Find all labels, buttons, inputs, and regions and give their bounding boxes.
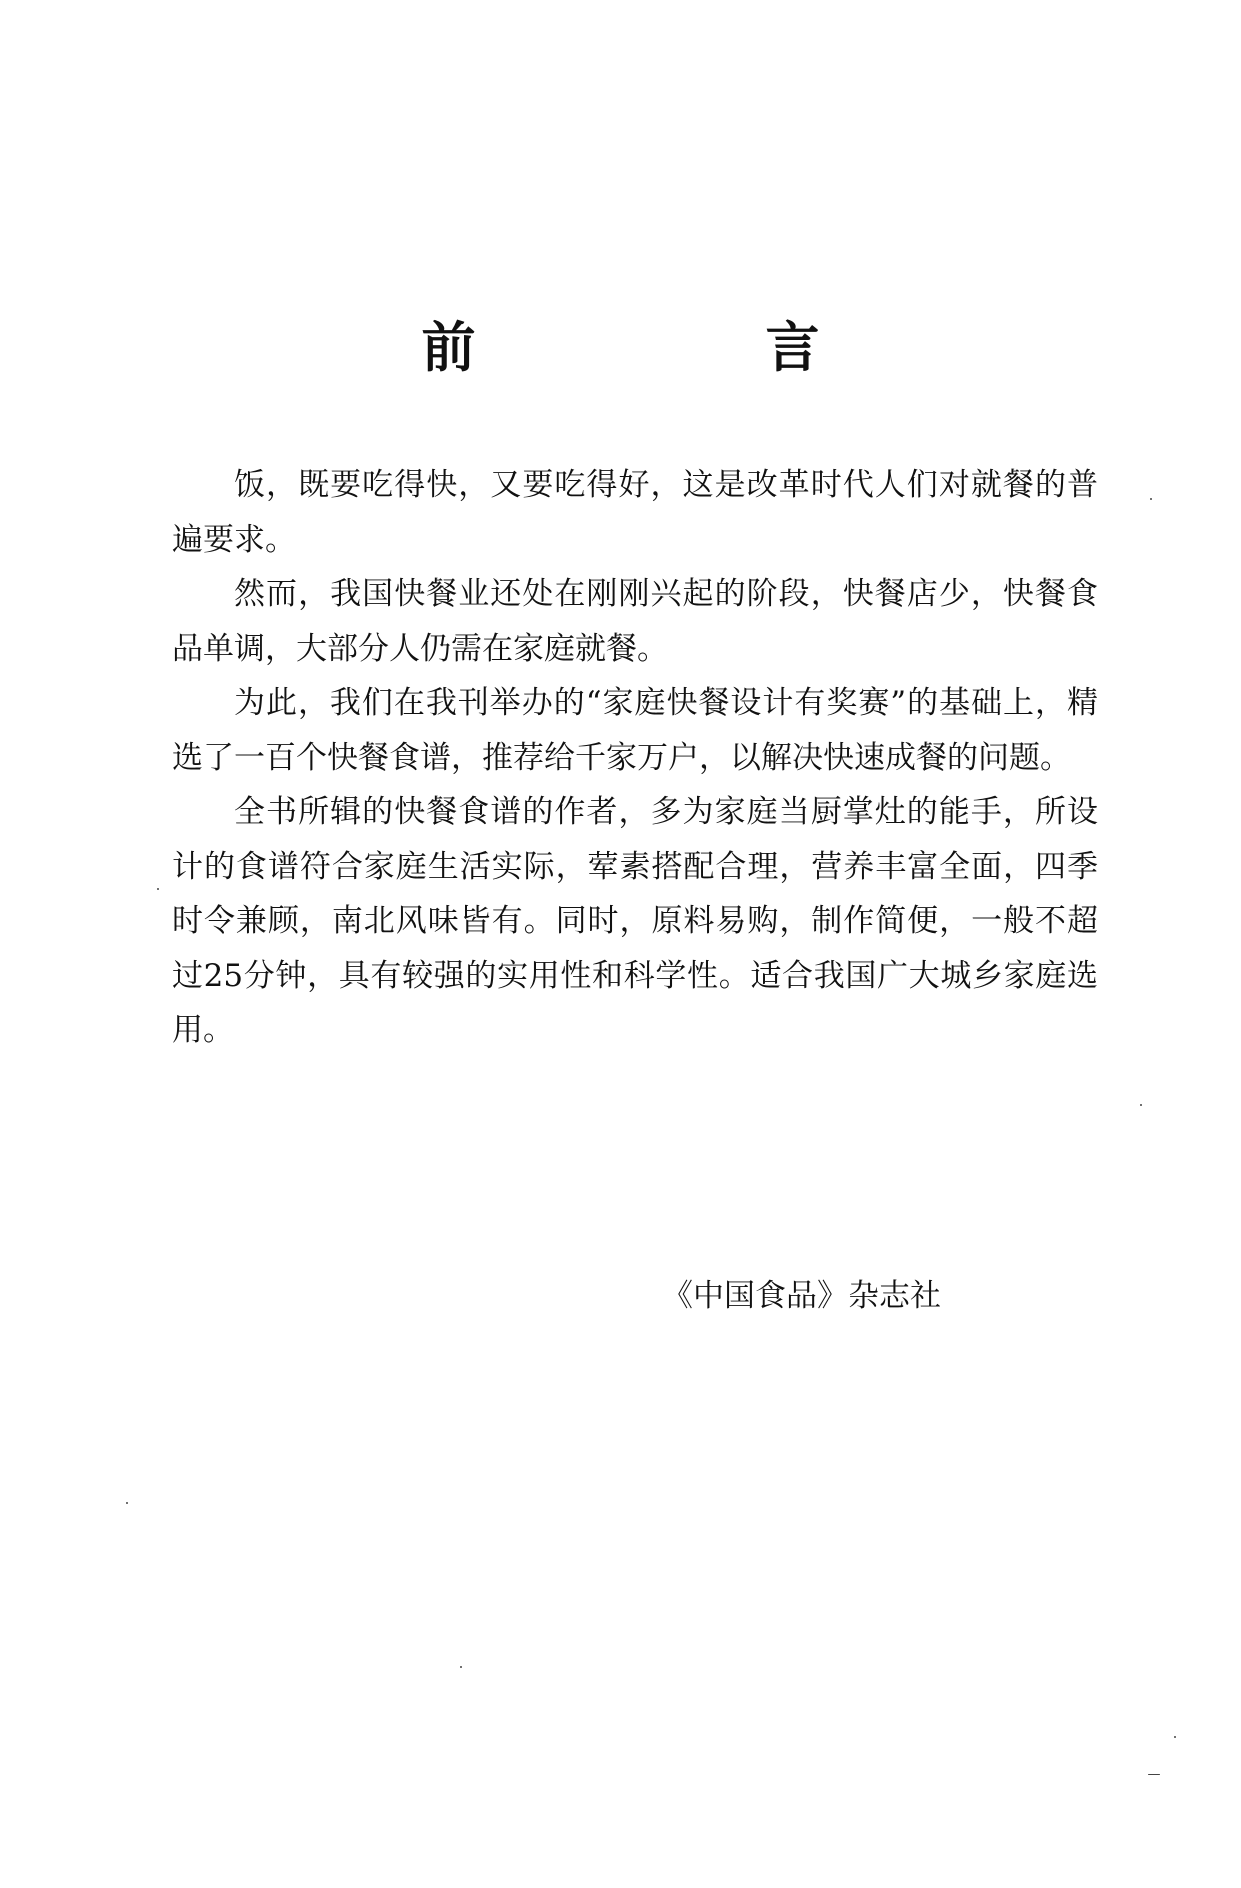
paragraph-2: 然而，我国快餐业还处在刚刚兴起的阶段，快餐店少，快餐食品单调，大部分人仍需在家庭就餐。 — [172, 576, 1098, 667]
paragraph-1: 饭，既要吃得快，又要吃得好，这是改革时代人们对就餐的普遍要求。 — [172, 467, 1098, 558]
scan-speck — [157, 888, 159, 890]
publisher-signature: 《中国食品》杂志社 — [662, 1278, 941, 1314]
scan-speck — [126, 1502, 128, 1504]
scan-speck — [1148, 1774, 1160, 1775]
scan-speck — [1140, 1104, 1142, 1106]
paragraph-3: 为此，我们在我刊举办的“家庭快餐设计有奖赛”的基础上，精选了一百个快餐食谱，推荐给千家万户，以解决快速成餐的问题。 — [172, 685, 1098, 776]
page-title: 前 言 — [421, 315, 938, 379]
scan-speck — [1174, 1736, 1176, 1738]
scan-speck — [460, 1666, 462, 1668]
paragraph-4: 全书所辑的快餐食谱的作者，多为家庭当厨掌灶的能手，所设计的食谱符合家庭生活实际，荤素搭配合理，营养丰富全面，四季时令兼顾，南北风味皆有。同时，原料易购，制作简便，一般不超过25分钟，具有较强的实用性和科学性。适合我国广大城乡家庭选用。 — [172, 794, 1098, 1048]
preface-body — [172, 458, 1098, 1058]
scan-speck — [1150, 498, 1152, 500]
